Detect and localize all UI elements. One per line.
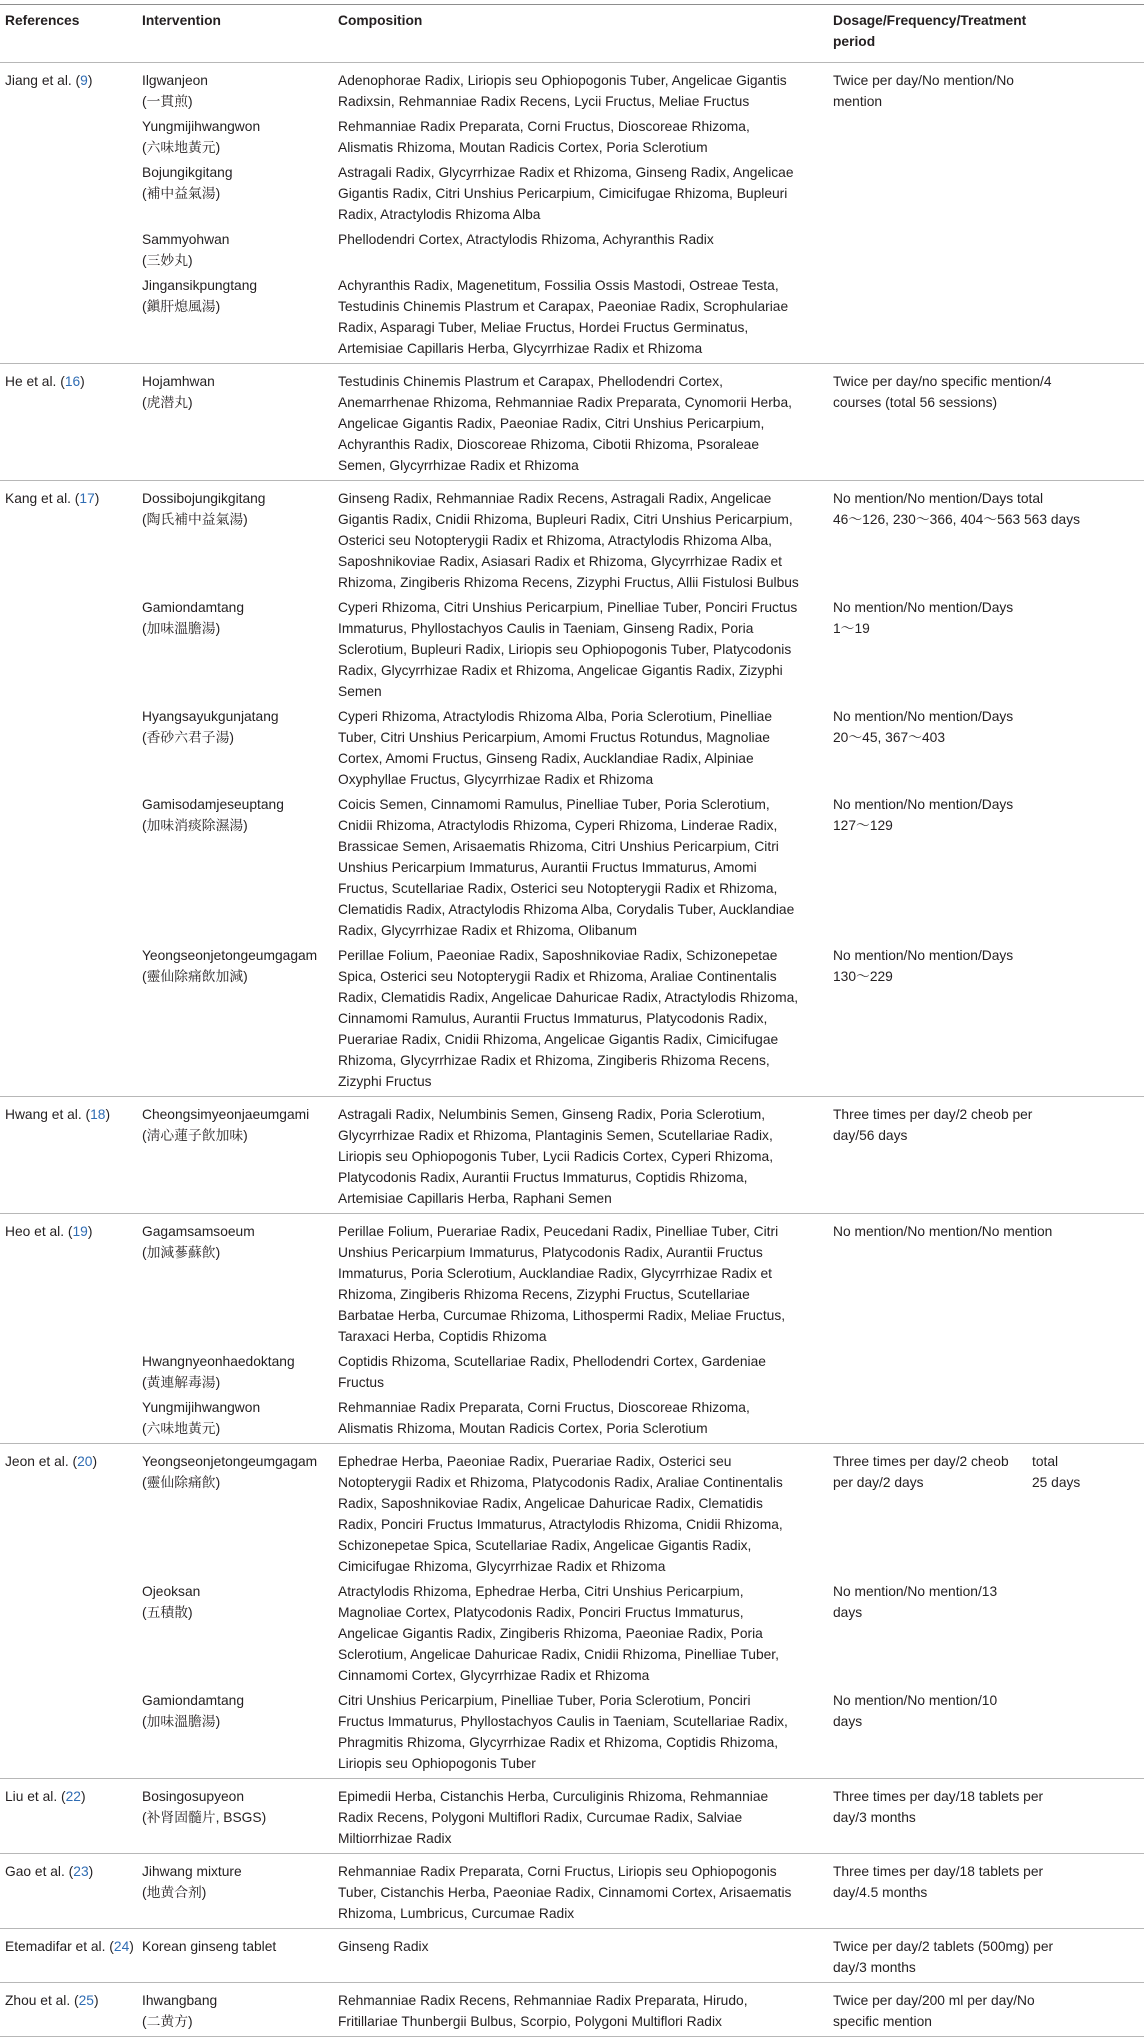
reference-author: Etemadifar et al. (: [5, 1939, 114, 1954]
dosage-text: courses (total 56 sessions): [833, 395, 998, 410]
intervention-name: Gagamsamsoeum: [142, 1224, 255, 1239]
reference-author: Kang et al. (: [5, 491, 80, 506]
dosage-text: per day/2 days: [833, 1475, 924, 1490]
dosage-text: day/3 months: [833, 1960, 916, 1975]
composition-text: Radix Recens, Polygoni Multiflori Radix, Curcumae Radix, Salviae: [338, 1810, 743, 1825]
intervention-name: (淸心蓮子飮加味): [142, 1128, 248, 1143]
intervention-name: Yungmijihwangwon: [142, 1400, 261, 1415]
intervention-name: (二黄方): [142, 2014, 193, 2029]
row-separator: [0, 363, 1144, 364]
intervention-name: Dossibojungikgitang: [142, 491, 266, 506]
dosage-text: Three times per day/2 cheob: [833, 1454, 1009, 1469]
intervention-name: (加味消痰除濕湯): [142, 818, 248, 833]
composition-text: Phellodendri Cortex, Atractylodis Rhizoma, Achyranthis Radix: [338, 232, 714, 247]
row-separator: [0, 480, 1144, 481]
composition-text: Schizonepetae Spica, Scutellariae Radix, Angelicae Gigantis Radix,: [338, 1538, 752, 1553]
composition-text: Artemisiae Capillaris Herba, Glycyrrhizae Radix et Rhizoma: [338, 341, 703, 356]
intervention-name: Gamisodamjeseuptang: [142, 797, 284, 812]
reference-cell: [5, 1451, 97, 1472]
dosage-text: No mention/No mention/Days: [833, 600, 1014, 615]
composition-text: Cyperi Rhizoma, Citri Unshius Pericarpium, Pinelliae Tuber, Ponciri Fructus: [338, 600, 798, 615]
composition-text: Miltiorrhizae Radix: [338, 1831, 452, 1846]
composition-text: Testudinis Chinemis Plastrum et Carapax, Phellodendri Cortex,: [338, 374, 723, 389]
intervention-name: Cheongsimyeonjaeumgami: [142, 1107, 310, 1122]
composition-text: Radix, Glycyrrhizae Radix et Rhizoma, Angelicae Gigantis Radix, Zizyphi: [338, 663, 783, 678]
composition-text: Alismatis Rhizoma, Moutan Radicis Cortex, Poria Sclerotium: [338, 1421, 708, 1436]
reference-author: Heo et al. (: [5, 1224, 73, 1239]
composition-text: Angelicae Gigantis Radix, Paeoniae Radix, Citri Unshius Pericarpium,: [338, 416, 765, 431]
intervention-name: (陶氏補中益氣湯): [142, 512, 248, 527]
composition-text: Phragmitis Rhizoma, Glycyrrhizae Radix et Rhizoma, Coptidis Rhizoma,: [338, 1735, 779, 1750]
composition-text: Unshius Pericarpium Immaturus, Aurantii Fructus Immaturus, Amomi: [338, 860, 757, 875]
header-intervention: Intervention: [142, 13, 221, 28]
composition-text: Coptidis Rhizoma, Scutellariae Radix, Phellodendri Cortex, Gardeniae: [338, 1354, 766, 1369]
composition-text: Radix, Clematidis Radix, Angelicae Dahuricae Radix, Atractylodis Rhizoma,: [338, 990, 799, 1005]
composition-text: Radixsin, Rehmanniae Radix Recens, Lycii Fructus, Meliae Fructus: [338, 94, 750, 109]
intervention-name: Ihwangbang: [142, 1993, 218, 2008]
composition-text: Rhizoma, Glycyrrhizae Radix et Rhizoma, Zingiberis Rhizoma Recens,: [338, 1053, 770, 1068]
reference-cell: [5, 1861, 93, 1882]
composition-text: Radix, Asparagi Tuber, Meliae Fructus, Hordei Fructus Germinatus,: [338, 320, 749, 335]
dosage-text: 20～45, 367～403: [833, 730, 945, 745]
dosage-text: 130～229: [833, 969, 893, 984]
composition-text: Cimicifugae Rhizoma, Glycyrrhizae Radix et Rhizoma: [338, 1559, 666, 1574]
reference-cell: [5, 371, 85, 392]
composition-text: Notopterygii Radix et Rhizoma, Platycodonis Radix, Araliae Continentalis: [338, 1475, 783, 1490]
composition-text: Cinnamomi Ramulus, Aurantii Fructus Immaturus, Platycodonis Radix,: [338, 1011, 768, 1026]
row-separator: [0, 1096, 1144, 1097]
reference-cell: [5, 70, 92, 91]
intervention-name: Gamiondamtang: [142, 600, 245, 615]
intervention-name: (地黄合剂): [142, 1885, 207, 1900]
citation-link[interactable]: 16: [64, 374, 81, 389]
composition-text: Rehmanniae Radix Preparata, Corni Fructus, Liriopis seu Ophiopogonis: [338, 1864, 777, 1879]
composition-text: Radix, Ponciri Fructus Immaturus, Atractylodis Rhizoma, Cnidii Rhizoma,: [338, 1517, 783, 1532]
composition-text: Fructus Immaturus, Phyllostachyos Caulis in Taeniam, Scutellariae Radix,: [338, 1714, 788, 1729]
row-separator: [0, 1982, 1144, 1983]
composition-text: Barbatae Herba, Curcumae Rhizoma, Lithospermi Radix, Meliae Fructus,: [338, 1308, 786, 1323]
composition-text: Glycyrrhizae Radix et Rhizoma, Plantaginis Semen, Scutellariae Radix,: [338, 1128, 773, 1143]
composition-text: Osterici seu Notopterygii Radix et Rhizoma, Atractylodis Rhizoma Alba,: [338, 533, 773, 548]
intervention-name: (补肾固髓片, BSGS): [142, 1810, 267, 1825]
intervention-name: Yeongseonjetongeumgagam: [142, 1454, 318, 1469]
composition-text: Gigantis Radix, Citri Unshius Pericarpium, Cimicifugae Rhizoma, Bupleuri: [338, 186, 788, 201]
composition-text: Clematidis Radix, Atractylodis Rhizoma Alba, Corydalis Tuber, Aucklandiae: [338, 902, 795, 917]
row-separator: [0, 1928, 1144, 1929]
dosage-text: 1～19: [833, 621, 870, 636]
reference-author: He et al. (: [5, 374, 65, 389]
composition-text: Coicis Semen, Cinnamomi Ramulus, Pinelliae Tuber, Poria Sclerotium,: [338, 797, 770, 812]
reference-cell: [5, 1221, 92, 1242]
dosage-text: Three times per day/2 cheob per: [833, 1107, 1033, 1122]
header-dosage: period: [833, 34, 876, 49]
header-composition: Composition: [338, 13, 423, 28]
composition-text: Semen: [338, 684, 382, 699]
reference-close: ): [88, 1864, 94, 1879]
reference-author: Jeon et al. (: [5, 1454, 78, 1469]
intervention-name: (虎潜丸): [142, 395, 193, 410]
row-separator: [0, 1778, 1144, 1779]
intervention-name: (加味溫膽湯): [142, 621, 221, 636]
header-rule: [0, 62, 1144, 63]
composition-text: Magnoliae Cortex, Platycodonis Radix, Ponciri Fructus Immaturus,: [338, 1605, 744, 1620]
dosage-text: No mention/No mention/No mention: [833, 1224, 1053, 1239]
citation-link[interactable]: 19: [72, 1224, 88, 1239]
header-references: References: [5, 13, 80, 28]
intervention-name: (香砂六君子湯): [142, 730, 234, 745]
reference-author: Zhou et al. (: [5, 1993, 79, 2008]
composition-text: Testudinis Chinemis Plastrum et Carapax, Paeoniae Radix, Scrophulariae: [338, 299, 789, 314]
composition-text: Cortex, Amomi Fructus, Ginseng Radix, Aucklandiae Radix, Alpiniae: [338, 751, 754, 766]
intervention-name: Gamiondamtang: [142, 1693, 245, 1708]
composition-text: Ephedrae Herba, Paeoniae Radix, Puerariae Radix, Osterici seu: [338, 1454, 732, 1469]
composition-text: Immaturus, Poria Sclerotium, Aucklandiae Radix, Glycyrrhizae Radix et: [338, 1266, 773, 1281]
dosage-text: No mention/No mention/Days: [833, 948, 1014, 963]
intervention-name: Ojeoksan: [142, 1584, 201, 1599]
composition-text: Fructus: [338, 1375, 384, 1390]
dosage-text: days: [833, 1714, 863, 1729]
composition-text: Platycodonis Radix, Aurantii Fructus Immaturus, Coptidis Rhizoma,: [338, 1170, 748, 1185]
intervention-name: (補中益氣湯): [142, 186, 221, 201]
intervention-name: Hyangsayukgunjatang: [142, 709, 279, 724]
composition-text: Radix, Glycyrrhizae Radix et Rhizoma, Olibanum: [338, 923, 638, 938]
dosage-text: Twice per day/200 ml per day/No: [833, 1993, 1035, 2008]
composition-text: Rhizoma, Lumbricus, Curcumae Radix: [338, 1906, 575, 1921]
dosage-text: days: [833, 1605, 863, 1620]
composition-text: Angelicae Gigantis Radix, Zingiberis Rhizoma, Paeoniae Radix, Poria: [338, 1626, 763, 1641]
composition-text: Brassicae Semen, Arisaematis Rhizoma, Citri Unshius Pericarpium, Citri: [338, 839, 779, 854]
reference-close: ): [92, 1454, 98, 1469]
composition-text: Oxyphyllae Fructus, Glycyrrhizae Radix et Rhizoma: [338, 772, 654, 787]
dosage-text: No mention/No mention/Days total: [833, 491, 1044, 506]
intervention-name: Jihwang mixture: [142, 1864, 242, 1879]
dosage-text: day/4.5 months: [833, 1885, 928, 1900]
citation-link[interactable]: 9: [80, 73, 88, 88]
intervention-name: Yungmijihwangwon: [142, 119, 261, 134]
reference-cell: [5, 1104, 110, 1125]
reference-author: Hwang et al. (: [5, 1107, 91, 1122]
dosage-text: 46～126, 230～366, 404～563 563 days: [833, 512, 1080, 527]
citation-link[interactable]: 22: [65, 1789, 81, 1804]
composition-text: Atractylodis Rhizoma, Ephedrae Herba, Citri Unshius Pericarpium,: [338, 1584, 744, 1599]
row-separator: [0, 1443, 1144, 1444]
dosage-text: mention: [833, 94, 883, 109]
composition-text: Anemarrhenae Rhizoma, Rehmanniae Radix Preparata, Cynomorii Herba,: [338, 395, 792, 410]
citation-link[interactable]: 18: [90, 1107, 106, 1122]
reference-cell: [5, 1936, 134, 1957]
intervention-name: (一貫煎): [142, 94, 193, 109]
composition-text: Citri Unshius Pericarpium, Pinelliae Tuber, Poria Sclerotium, Ponciri: [338, 1693, 751, 1708]
composition-text: Tuber, Citri Unshius Pericarpium, Amomi Fructus Rotundus, Magnoliae: [338, 730, 770, 745]
composition-text: Cyperi Rhizoma, Atractylodis Rhizoma Alba, Poria Sclerotium, Pinelliae: [338, 709, 773, 724]
reference-close: ): [80, 1789, 86, 1804]
reference-close: ): [129, 1939, 134, 1954]
composition-text: Zizyphi Fructus: [338, 1074, 432, 1089]
composition-text: Sclerotium, Bupleuri Radix, Liriopis seu Ophiopogonis Tuber, Platycodonis: [338, 642, 792, 657]
row-separator: [0, 1213, 1144, 1214]
reference-close: ): [80, 374, 85, 389]
intervention-name: (靈仙除痛飮): [142, 1475, 221, 1490]
reference-close: ): [87, 1224, 93, 1239]
dosage-extra: 25 days: [1032, 1475, 1081, 1490]
dosage-text: No mention/No mention/13: [833, 1584, 998, 1599]
intervention-name: Bosingosupyeon: [142, 1789, 245, 1804]
intervention-name: (加減蔘蘇飮): [142, 1245, 221, 1260]
reference-author: Liu et al. (: [5, 1789, 66, 1804]
composition-text: Saposhnikoviae Radix, Asiasari Radix et Rhizoma, Glycyrrhizae Radix et: [338, 554, 782, 569]
intervention-name: (加味溫膽湯): [142, 1714, 221, 1729]
composition-text: Immaturus, Phyllostachyos Caulis in Taeniam, Ginseng Radix, Poria: [338, 621, 754, 636]
composition-text: Fructus, Scutellariae Radix, Osterici seu Notopterygii Radix et Rhizoma,: [338, 881, 778, 896]
composition-text: Liriopis seu Ophiopogonis Tuber: [338, 1756, 536, 1771]
composition-text: Liriopis seu Ophiopogonis Tuber, Lycii Radicis Cortex, Cyperi Rhizoma,: [338, 1149, 774, 1164]
composition-text: Taraxaci Herba, Coptidis Rhizoma: [338, 1329, 547, 1344]
header-dosage: Dosage/Frequency/Treatment: [833, 13, 1027, 28]
intervention-name: Bojungikgitang: [142, 165, 233, 180]
citation-link[interactable]: 20: [77, 1454, 93, 1469]
intervention-name: Hwangnyeonhaedoktang: [142, 1354, 295, 1369]
dosage-text: No mention/No mention/Days: [833, 709, 1014, 724]
intervention-name: Yeongseonjetongeumgagam: [142, 948, 318, 963]
composition-text: Sclerotium, Angelicae Dahuricae Radix, Cnidii Rhizoma, Pinelliae Tuber,: [338, 1647, 779, 1662]
composition-text: Rehmanniae Radix Recens, Rehmanniae Radix Preparata, Hirudo,: [338, 1993, 748, 2008]
intervention-name: (黃連解毒湯): [142, 1375, 221, 1390]
intervention-name: (靈仙除痛飲加減): [142, 969, 248, 984]
composition-text: Astragali Radix, Nelumbinis Semen, Ginseng Radix, Poria Sclerotium,: [338, 1107, 766, 1122]
table-top-rule: [0, 4, 1144, 5]
reference-close: ): [87, 73, 93, 88]
composition-text: Radix, Atractylodis Rhizoma Alba: [338, 207, 541, 222]
citation-link[interactable]: 17: [79, 491, 95, 506]
composition-text: Adenophorae Radix, Liriopis seu Ophiopogonis Tuber, Angelicae Gigantis: [338, 73, 787, 88]
citation-link[interactable]: 24: [113, 1939, 130, 1954]
dosage-text: 127～129: [833, 818, 893, 833]
composition-text: Fritillariae Thunbergii Bulbus, Scorpio, Polygoni Multiflori Radix: [338, 2014, 722, 2029]
reference-close: ): [93, 1993, 99, 2008]
composition-text: Ginseng Radix: [338, 1939, 429, 1954]
intervention-name: Jingansikpungtang: [142, 278, 258, 293]
composition-text: Artemisiae Capillaris Herba, Raphani Semen: [338, 1191, 612, 1206]
citation-link[interactable]: 23: [73, 1864, 89, 1879]
intervention-name: Korean ginseng tablet: [142, 1939, 277, 1954]
intervention-name: (六味地黃元): [142, 140, 221, 155]
dosage-text: Three times per day/18 tablets per: [833, 1789, 1044, 1804]
reference-cell: [5, 1786, 86, 1807]
composition-text: Spica, Osterici seu Notopterygii Radix et Rhizoma, Araliae Continentalis: [338, 969, 777, 984]
intervention-name: (三妙丸): [142, 253, 193, 268]
dosage-text: specific mention: [833, 2014, 932, 2029]
composition-text: Rhizoma, Zingiberis Rhizoma Recens, Zizyphi Fructus, Allii Fistulosi Bulbus: [338, 575, 799, 590]
composition-text: Puerariae Radix, Cnidii Rhizoma, Angelicae Gigantis Radix, Cimicifugae: [338, 1032, 779, 1047]
composition-text: Radix, Saposhnikoviae Radix, Angelicae Dahuricae Radix, Clematidis: [338, 1496, 763, 1511]
dosage-text: No mention/No mention/Days: [833, 797, 1014, 812]
reference-author: Gao et al. (: [5, 1864, 74, 1879]
composition-text: Gigantis Radix, Cnidii Rhizoma, Bupleuri Radix, Citri Unshius Pericarpium,: [338, 512, 793, 527]
intervention-name: Ilgwanjeon: [142, 73, 208, 88]
composition-text: Ginseng Radix, Rehmanniae Radix Recens, Astragali Radix, Angelicae: [338, 491, 772, 506]
reference-close: ): [105, 1107, 111, 1122]
composition-text: Tuber, Cistanchis Herba, Paeoniae Radix, Cinnamomi Cortex, Arisaematis: [338, 1885, 792, 1900]
dosage-text: Twice per day/2 tablets (500mg) per: [833, 1939, 1054, 1954]
row-separator: [0, 1853, 1144, 1854]
intervention-name: Sammyohwan: [142, 232, 230, 247]
composition-text: Achyranthis Radix, Magenetitum, Fossilia Ossis Mastodi, Ostreae Testa,: [338, 278, 779, 293]
dosage-text: day/56 days: [833, 1128, 908, 1143]
composition-text: Epimedii Herba, Cistanchis Herba, Curculiginis Rhizoma, Rehmanniae: [338, 1789, 769, 1804]
intervention-name: (鎭肝熄風湯): [142, 299, 221, 314]
composition-text: Rehmanniae Radix Preparata, Corni Fructus, Dioscoreae Rhizoma,: [338, 119, 750, 134]
intervention-name: (五積散): [142, 1605, 193, 1620]
composition-text: Rehmanniae Radix Preparata, Corni Fructus, Dioscoreae Rhizoma,: [338, 1400, 750, 1415]
composition-text: Semen, Glycyrrhizae Radix et Rhizoma: [338, 458, 579, 473]
composition-text: Cnidii Rhizoma, Atractylodis Rhizoma, Cyperi Rhizoma, Linderae Radix,: [338, 818, 778, 833]
composition-text: Cinnamomi Cortex, Glycyrrhizae Radix et Rhizoma: [338, 1668, 650, 1683]
composition-text: Rhizoma, Zingiberis Rhizoma Recens, Zizyphi Fructus, Scutellariae: [338, 1287, 750, 1302]
dosage-text: No mention/No mention/10: [833, 1693, 998, 1708]
composition-text: Unshius Pericarpium Immaturus, Platycodonis Radix, Aurantii Fructus: [338, 1245, 763, 1260]
composition-text: Perillae Folium, Paeoniae Radix, Saposhnikoviae Radix, Schizonepetae: [338, 948, 778, 963]
dosage-text: Twice per day/No mention/No: [833, 73, 1014, 88]
composition-text: Perillae Folium, Puerariae Radix, Peucedani Radix, Pinelliae Tuber, Citri: [338, 1224, 779, 1239]
intervention-name: Hojamhwan: [142, 374, 215, 389]
reference-author: Jiang et al. (: [5, 73, 81, 88]
citation-link[interactable]: 25: [78, 1993, 94, 2008]
composition-text: Alismatis Rhizoma, Moutan Radicis Cortex, Poria Sclerotium: [338, 140, 708, 155]
reference-cell: [5, 488, 99, 509]
dosage-text: day/3 months: [833, 1810, 916, 1825]
composition-text: Achyranthis Radix, Dioscoreae Rhizoma, Cibotii Rhizoma, Psoraleae: [338, 437, 759, 452]
composition-text: Astragali Radix, Glycyrrhizae Radix et Rhizoma, Ginseng Radix, Angelicae: [338, 165, 794, 180]
reference-close: ): [94, 491, 100, 506]
reference-cell: [5, 1990, 99, 2011]
intervention-name: (六味地黃元): [142, 1421, 221, 1436]
dosage-extra: total: [1032, 1454, 1059, 1469]
dosage-text: Three times per day/18 tablets per: [833, 1864, 1044, 1879]
dosage-text: Twice per day/no specific mention/4: [833, 374, 1052, 389]
